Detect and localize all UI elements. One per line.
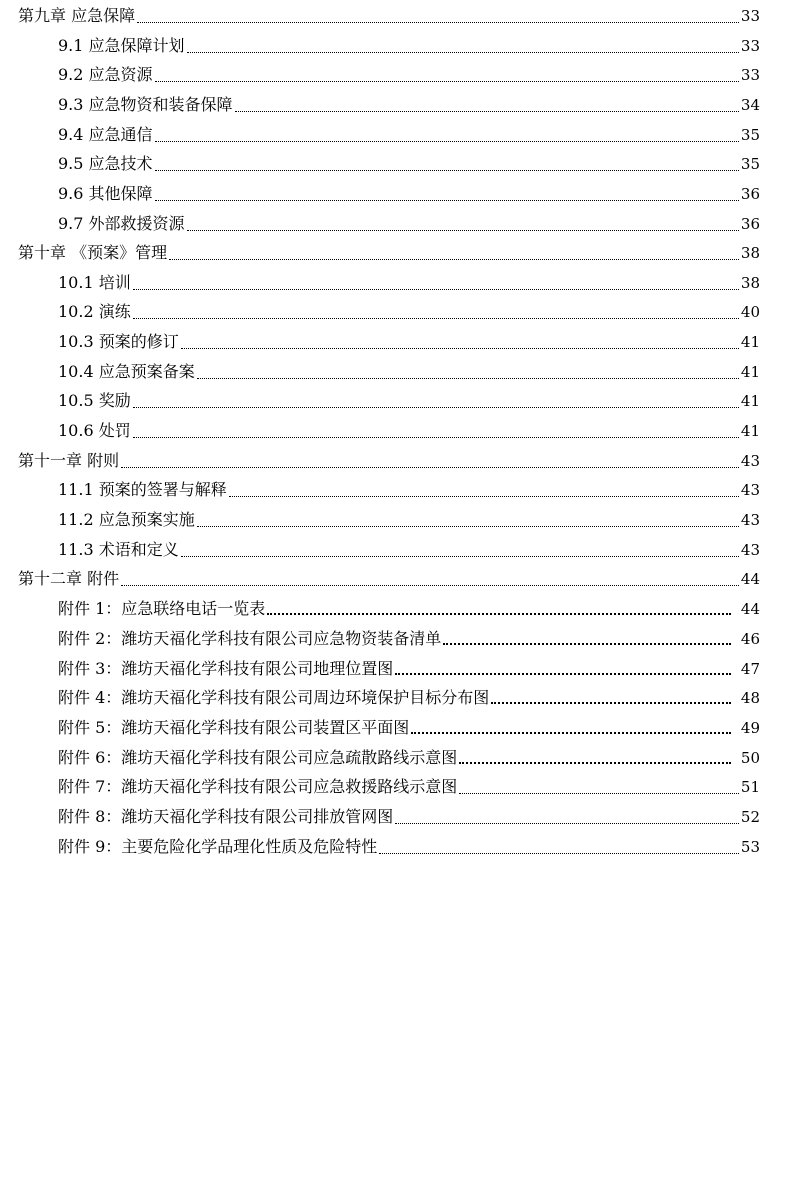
toc-entry-page: 41 [740,333,760,351]
toc-entry[interactable] [18,238,760,268]
dot-leader [181,556,739,557]
dot-leader [133,289,739,290]
toc-entry-page: 43 [740,511,760,529]
toc-entry-page: 52 [740,808,760,826]
toc-entry-title: 9.5 应急技术 [58,154,153,173]
dot-leader [137,22,739,23]
toc-entry-page: 36 [740,185,760,203]
toc-entry-title: 附件 1：应急联络电话一览表 [58,599,266,618]
toc-entry[interactable] [58,743,760,773]
dot-leader [235,111,739,112]
dot-leader [229,496,739,497]
toc-entry-title: 附件 8：潍坊天福化学科技有限公司排放管网图 [58,807,394,826]
toc-entry-page: 44 [740,570,760,588]
toc-entry-title: 9.4 应急通信 [58,125,153,144]
toc-entry-title: 9.3 应急物资和装备保障 [58,95,233,114]
toc-entry[interactable] [58,179,760,209]
toc-entry-title: 第十章 《预案》管理 [18,243,168,262]
toc-entry-title: 10.6 处罚 [58,421,131,440]
dot-leader [491,702,731,704]
dot-leader [459,762,731,764]
toc-entry-title: 10.1 培训 [58,273,131,292]
toc-entry-page: 48 [740,689,760,707]
toc-entry-title: 11.1 预案的签署与解释 [58,480,227,499]
dot-leader [395,673,731,675]
toc-entry[interactable] [58,357,760,387]
dot-leader [187,52,739,53]
dot-leader [187,230,739,231]
toc-entry[interactable] [58,475,760,505]
dot-leader [395,823,739,824]
dot-leader [443,643,731,645]
dot-leader [155,200,739,201]
dot-leader [155,170,739,171]
toc-entry[interactable] [58,297,760,327]
dot-leader [133,437,739,438]
toc-entry-page: 41 [740,392,760,410]
toc-entry-title: 附件 6：潍坊天福化学科技有限公司应急疏散路线示意图 [58,748,458,767]
toc-entry-title: 10.3 预案的修订 [58,332,179,351]
toc-entry[interactable] [58,802,760,832]
toc-entry[interactable] [58,624,760,654]
toc-entry[interactable] [58,594,760,624]
toc-entry-page: 35 [740,126,760,144]
toc-entry-page: 40 [740,303,760,321]
toc-entry-title: 附件 2：潍坊天福化学科技有限公司应急物资装备清单 [58,629,442,648]
toc-entry-page: 46 [740,630,760,648]
toc-entry[interactable] [58,90,760,120]
toc-entry-page: 43 [740,481,760,499]
dot-leader [155,141,739,142]
toc-entry[interactable] [58,209,760,239]
toc-entry[interactable] [58,505,760,535]
toc-entry-title: 10.5 奖励 [58,391,131,410]
toc-entry-title: 9.2 应急资源 [58,65,153,84]
dot-leader [267,613,731,615]
toc-entry-page: 41 [740,363,760,381]
toc-entry-title: 10.4 应急预案备案 [58,362,195,381]
toc-entry[interactable] [58,683,760,713]
toc-entry-page: 38 [740,244,760,262]
toc-entry[interactable] [58,654,760,684]
toc-entry-page: 53 [740,838,760,856]
toc-entry-title: 11.2 应急预案实施 [58,510,195,529]
toc-entry-page: 50 [740,749,760,767]
toc-entry[interactable] [58,713,760,743]
toc-entry-title: 9.6 其他保障 [58,184,153,203]
toc-entry[interactable] [18,564,760,594]
dot-leader [197,378,739,379]
toc-entry-page: 36 [740,215,760,233]
toc-entry-page: 33 [740,7,760,25]
dot-leader [133,407,739,408]
toc-entry-title: 10.2 演练 [58,302,131,321]
toc-entry-title: 第十一章 附则 [18,451,120,470]
dot-leader [197,526,739,527]
toc-entry-page: 34 [740,96,760,114]
toc-entry-page: 44 [740,600,760,618]
toc-entry[interactable] [58,535,760,565]
toc-entry[interactable] [58,386,760,416]
dot-leader [155,81,739,82]
toc-entry-page: 33 [740,37,760,55]
toc-entry-title: 附件 5：潍坊天福化学科技有限公司装置区平面图 [58,718,410,737]
toc-entry[interactable] [58,772,760,802]
toc-entry[interactable] [58,832,760,862]
toc-entry[interactable] [58,31,760,61]
toc-entry[interactable] [58,120,760,150]
toc-entry-title: 第十二章 附件 [18,569,120,588]
dot-leader [169,259,739,260]
toc-entry-title: 附件 7：潍坊天福化学科技有限公司应急救援路线示意图 [58,777,458,796]
toc-entry-title: 第九章 应急保障 [18,6,136,25]
toc-entry-page: 47 [740,660,760,678]
dot-leader [133,318,739,319]
toc-entry[interactable] [18,446,760,476]
toc-entry[interactable] [58,416,760,446]
toc-entry-title: 附件 9：主要危险化学品理化性质及危险特性 [58,837,378,856]
toc-entry[interactable] [58,327,760,357]
toc-entry-page: 51 [740,778,760,796]
toc-entry-page: 41 [740,422,760,440]
toc-entry[interactable] [58,149,760,179]
toc-entry-page: 43 [740,541,760,559]
toc-entry-page: 38 [740,274,760,292]
toc-entry-title: 11.3 术语和定义 [58,540,179,559]
toc-entry-title: 附件 3：潍坊天福化学科技有限公司地理位置图 [58,659,394,678]
toc-entry-page: 33 [740,66,760,84]
toc-entry-title: 附件 4：潍坊天福化学科技有限公司周边环境保护目标分布图 [58,688,490,707]
dot-leader [459,793,739,794]
toc-entry-page: 43 [740,452,760,470]
toc-entry-title: 9.1 应急保障计划 [58,36,185,55]
toc-entry[interactable] [58,268,760,298]
dot-leader [121,585,739,586]
toc-entry[interactable] [58,60,760,90]
toc-entry-title: 9.7 外部救援资源 [58,214,185,233]
dot-leader [379,853,739,854]
dot-leader [181,348,739,349]
toc-entry-page: 35 [740,155,760,173]
dot-leader [411,732,731,734]
toc-entry[interactable] [18,1,760,31]
toc-entry-page: 49 [740,719,760,737]
dot-leader [121,467,739,468]
